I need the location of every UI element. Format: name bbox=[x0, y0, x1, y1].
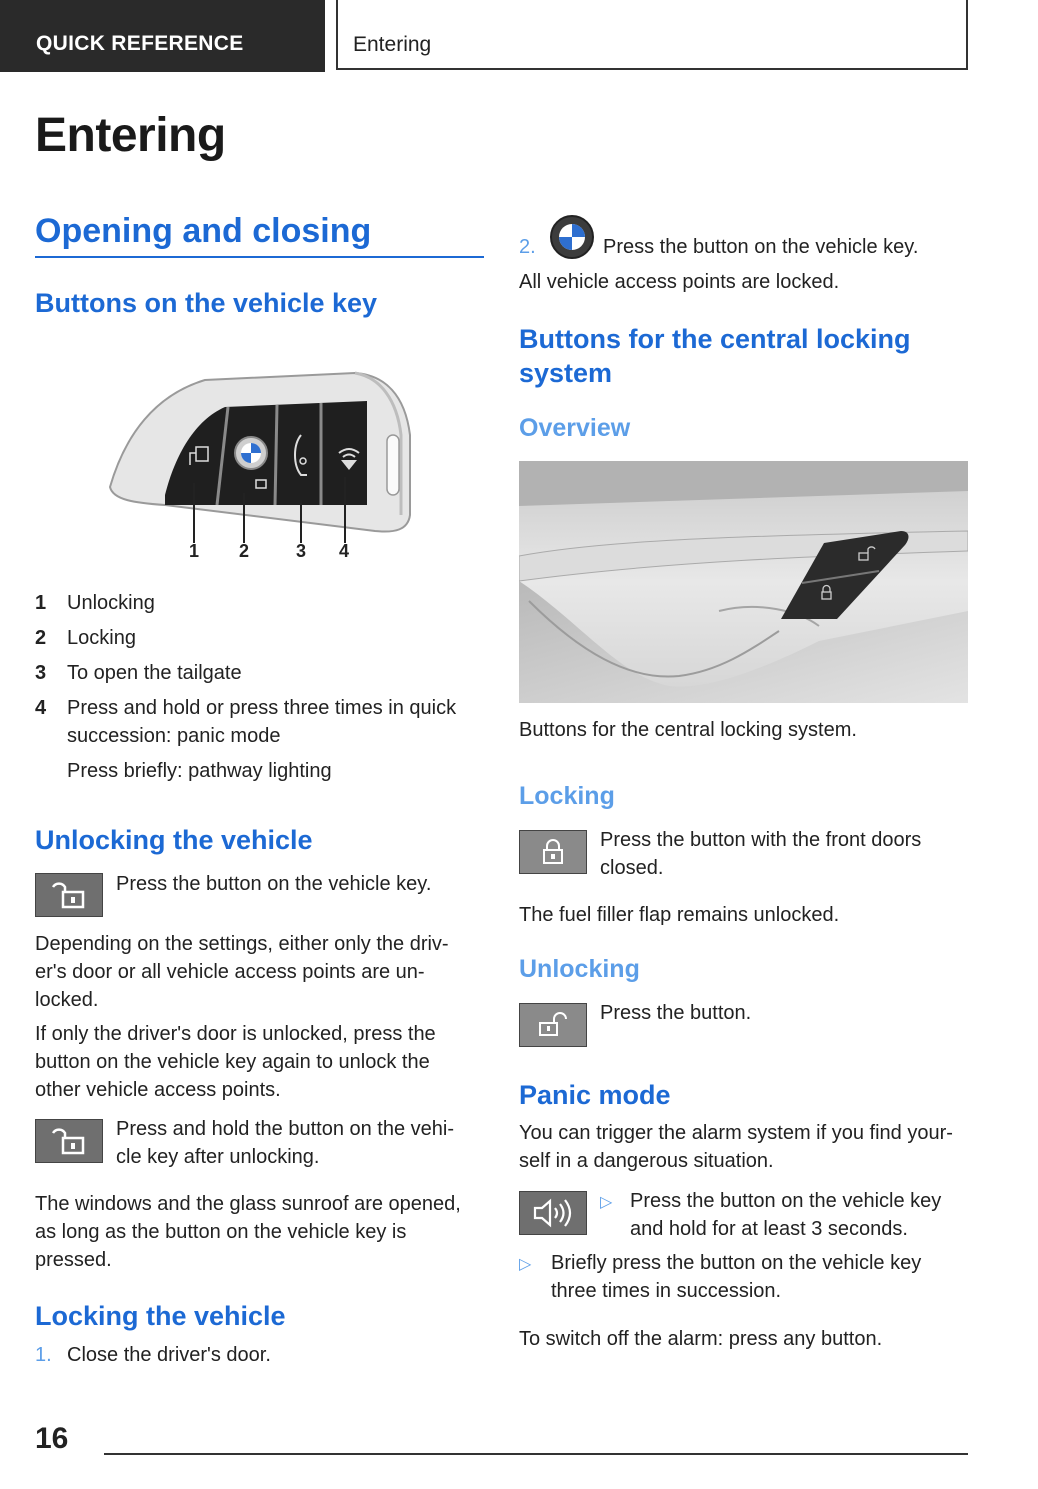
step-number: 2. bbox=[519, 236, 536, 258]
unlock-paragraph-2: If only the driver's door is unlocked, press the button on the vehicle key again to unlock the other vehicle access points. bbox=[35, 1023, 436, 1101]
unlocking-vehicle-heading: Unlocking the vehicle bbox=[35, 825, 313, 855]
locking-vehicle-heading: Locking the vehicle bbox=[35, 1301, 286, 1331]
panic-bullet-1 bbox=[600, 1187, 965, 1243]
legend-text: Locking bbox=[67, 627, 136, 649]
lock-icon bbox=[540, 838, 566, 866]
unlock-paragraph-3: The windows and the glass sunroof are opened, as long as the button on the vehicle key is pressed. bbox=[35, 1193, 461, 1271]
unlock-icon bbox=[537, 1012, 569, 1038]
unlock-hold-text: Press and hold the button on the vehi-cle key after unlocking. bbox=[116, 1118, 455, 1168]
locking-text: Press the button with the front doors closed. bbox=[600, 829, 922, 879]
header-chapter-label: Entering bbox=[353, 33, 432, 56]
triangle-bullet-icon: ▷ bbox=[600, 1194, 613, 1211]
overview-caption: Buttons for the central locking system. bbox=[519, 719, 857, 741]
header-section-label: QUICK REFERENCE bbox=[36, 32, 244, 55]
locking-step-1 bbox=[35, 1341, 475, 1369]
legend-item bbox=[35, 659, 475, 687]
unlock-paragraph-1: Depending on the settings, either only the driv-er's door or all vehicle access points are un-locked. bbox=[35, 933, 449, 1011]
panic-mode-heading: Panic mode bbox=[519, 1080, 671, 1110]
central-lock-button-icon bbox=[519, 830, 587, 874]
header-section-tab bbox=[0, 0, 325, 72]
legend-num: 2 bbox=[35, 627, 47, 649]
footer-rule bbox=[104, 1453, 968, 1455]
bmw-logo-icon bbox=[549, 214, 595, 268]
unlock-press-text: Press the button on the vehicle key. bbox=[116, 873, 432, 895]
central-unlock-button-icon bbox=[519, 1003, 587, 1047]
legend-num: 1 bbox=[35, 592, 47, 614]
legend-num: 3 bbox=[35, 662, 47, 684]
locking-note: The fuel filler flap remains unlocked. bbox=[519, 904, 840, 926]
locking-step-2 bbox=[519, 214, 969, 262]
unlock-button-icon bbox=[35, 873, 103, 917]
key-callout-3: 3 bbox=[296, 541, 307, 561]
step-number: 1. bbox=[35, 1344, 52, 1366]
legend-text: Unlocking bbox=[67, 592, 155, 614]
unlock-icon bbox=[51, 1125, 87, 1157]
locking-heading: Locking bbox=[519, 782, 615, 810]
unlock-icon bbox=[51, 879, 87, 911]
panic-intro: You can trigger the alarm system if you find your-self in a dangerous situation. bbox=[519, 1122, 953, 1172]
unlocking-text: Press the button. bbox=[600, 1002, 752, 1024]
vehicle-key-illustration bbox=[105, 365, 415, 565]
panic-bullet-1-text: Press the button on the vehicle key and hold for at least 3 seconds. bbox=[630, 1190, 942, 1240]
key-callout-2: 2 bbox=[239, 541, 250, 561]
legend-num: 4 bbox=[35, 697, 47, 719]
header-chapter-box bbox=[336, 0, 968, 70]
speaker-icon bbox=[531, 1197, 575, 1229]
legend-item bbox=[35, 624, 475, 652]
page-number: 16 bbox=[35, 1422, 69, 1455]
triangle-bullet-icon: ▷ bbox=[519, 1256, 532, 1273]
door-handle-drawing bbox=[519, 461, 968, 703]
key-legend bbox=[35, 589, 475, 785]
central-locking-illustration bbox=[519, 461, 968, 703]
legend-item bbox=[35, 589, 475, 617]
step-text: Press the button on the vehicle key. bbox=[603, 236, 919, 258]
panic-off-text: To switch off the alarm: press any button. bbox=[519, 1328, 883, 1350]
legend-extra: Press briefly: pathway lighting bbox=[67, 760, 332, 782]
key-callout-4: 4 bbox=[339, 541, 350, 561]
key-buttons-heading: Buttons on the vehicle key bbox=[35, 288, 378, 318]
panic-bullet-2-text: Briefly press the button on the vehicle key three times in succession. bbox=[551, 1252, 922, 1302]
step-text: Close the driver's door. bbox=[67, 1344, 271, 1366]
key-callout-1: 1 bbox=[189, 541, 200, 561]
legend-item bbox=[35, 694, 475, 750]
central-locking-heading: Buttons for the central locking system bbox=[519, 324, 911, 388]
unlock-hold-button-icon bbox=[35, 1119, 103, 1163]
vehicle-key-drawing bbox=[105, 365, 415, 565]
page-title: Entering bbox=[35, 109, 226, 162]
step-2-result: All vehicle access points are locked. bbox=[519, 271, 840, 293]
legend-text: Press and hold or press three times in quick succession: panic mode bbox=[67, 697, 457, 747]
panic-bullet-2 bbox=[519, 1249, 959, 1305]
heading-underline bbox=[35, 256, 484, 258]
overview-heading: Overview bbox=[519, 414, 631, 442]
legend-text: To open the tailgate bbox=[67, 662, 242, 684]
panic-button-icon bbox=[519, 1191, 587, 1235]
opening-closing-heading: Opening and closing bbox=[35, 212, 372, 250]
unlocking-heading: Unlocking bbox=[519, 955, 640, 983]
